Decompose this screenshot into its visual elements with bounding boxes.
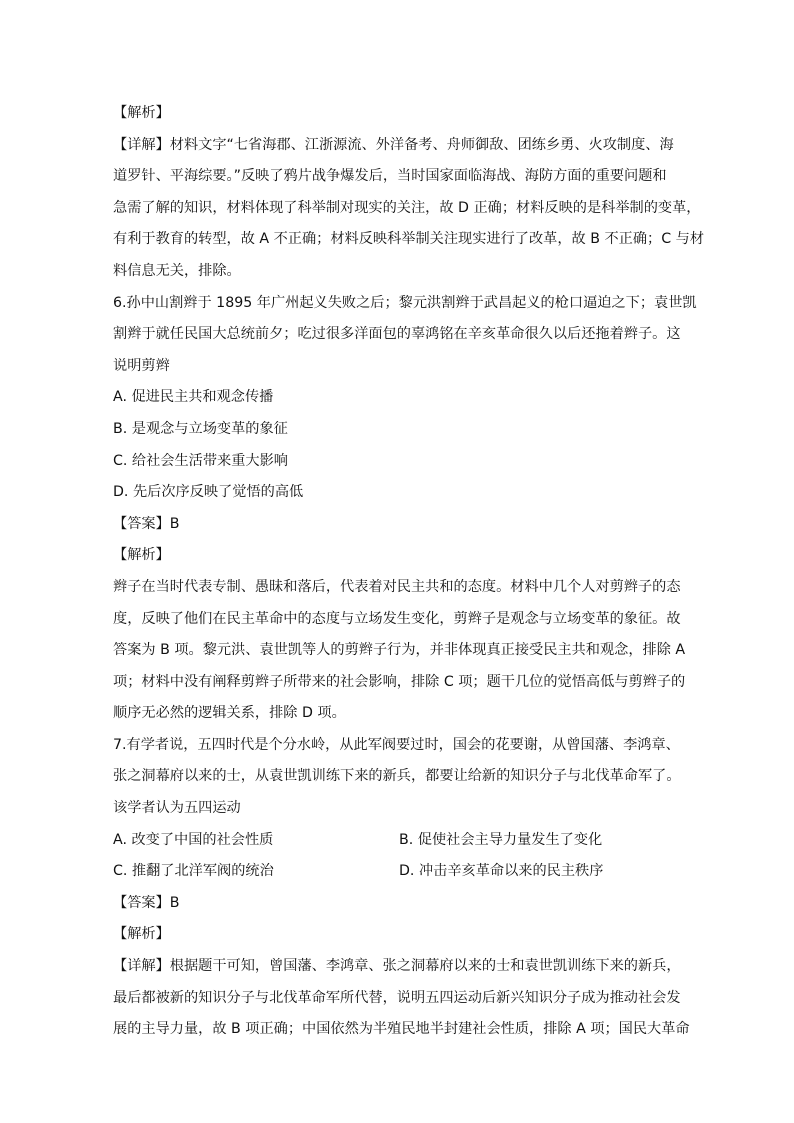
question-7-option-c: C. 推翻了北洋军阀的统治 <box>113 863 274 880</box>
question-7-options-row <box>113 825 685 857</box>
text-line: 有利于教育的转型，故 A 不正确；材料反映科举制关注现实进行了改革，故 B 不正确；C 与材 <box>113 231 705 248</box>
question-7-option-b: B. 促使社会主导力量发生了变化 <box>399 831 603 848</box>
question-7-option-d: D. 冲击辛亥革命以来的民主秩序 <box>399 863 604 880</box>
text-line: 项；材料中没有阐释剪辫子所带来的社会影响，排除 C 项；题干几位的觉悟高低与剪辫子的 <box>113 673 686 690</box>
question-6-option-c: C. 给社会生活带来重大影响 <box>113 452 288 469</box>
text-line: 展的主导力量，故 B 项正确；中国依然为半殖民地半封建社会性质，排除 A 项；国民大革命 <box>113 1021 690 1038</box>
text-line: 辫子在当时代表专制、愚昧和落后，代表着对民主共和的态度。材料中几个人对剪辫子的态 <box>113 578 681 595</box>
text-line: 道罗针、平海综要。”反映了鸦片战争爆发后，当时国家面临海战、海防方面的重要问题和 <box>113 168 667 185</box>
question-7-answer: 【答案】B <box>113 894 180 911</box>
text-line: 料信息无关，排除。 <box>113 262 241 279</box>
text-line: 度，反映了他们在民主革命中的态度与立场发生变化，剪辫子是观念与立场变革的象征。故 <box>113 610 681 627</box>
section-heading-analysis: 【解析】 <box>113 926 170 943</box>
text-line: 答案为 B 项。黎元洪、袁世凯等人的剪辫子行为，并非体现真正接受民主共和观念，排除 A <box>113 642 686 659</box>
question-6-option-d: D. 先后次序反映了觉悟的高低 <box>113 484 304 501</box>
section-heading-analysis: 【解析】 <box>113 547 170 564</box>
question-7-stem: 该学者认为五四运动 <box>113 800 241 817</box>
question-7-option-a: A. 改变了中国的社会性质 <box>113 831 274 848</box>
text-line: 顺序无必然的逻辑关系，排除 D 项。 <box>113 705 346 722</box>
question-6-option-b: B. 是观念与立场变革的象征 <box>113 420 288 437</box>
text-line: 急需了解的知识，材料体现了科举制对现实的关注，故 D 正确；材料反映的是科举制的变革， <box>113 199 701 216</box>
question-6-answer: 【答案】B <box>113 515 180 532</box>
question-6-option-a: A. 促进民主共和观念传播 <box>113 389 274 406</box>
page-content <box>113 98 705 1046</box>
text-line: 【详解】材料文字“七省海郡、江浙源流、外洋备考、舟师御敌、团练乡勇、火攻制度、海 <box>113 136 674 153</box>
question-6-stem: 说明剪辫 <box>113 357 170 374</box>
question-7-stem: 张之洞幕府以来的士，从袁世凯训练下来的新兵，都要让给新的知识分子与北伐革命军了。 <box>113 768 681 785</box>
text-line: 最后都被新的知识分子与北伐革命军所代替，说明五四运动后新兴知识分子成为推动社会发 <box>113 989 681 1006</box>
question-6-stem: 割辫于就任民国大总统前夕；吃过很多洋面包的辜鸿铭在辛亥革命很久以后还拖着辫子。这 <box>113 326 681 343</box>
section-heading-analysis: 【解析】 <box>113 105 170 121</box>
question-6-stem: 6.孙中山割辫于 1895 年广州起义失败之后；黎元洪割辫于武昌起义的枪口逼迫之下；袁世凯 <box>113 294 697 311</box>
question-7-options-row <box>113 856 685 888</box>
question-7-stem: 7.有学者说，五四时代是个分水岭，从此军阀要过时，国会的花要谢，从曾国藩、李鸿章、 <box>113 736 680 753</box>
text-line: 【详解】根据题干可知，曾国藩、李鸿章、张之洞幕府以来的士和袁世凯训练下来的新兵， <box>113 958 681 975</box>
